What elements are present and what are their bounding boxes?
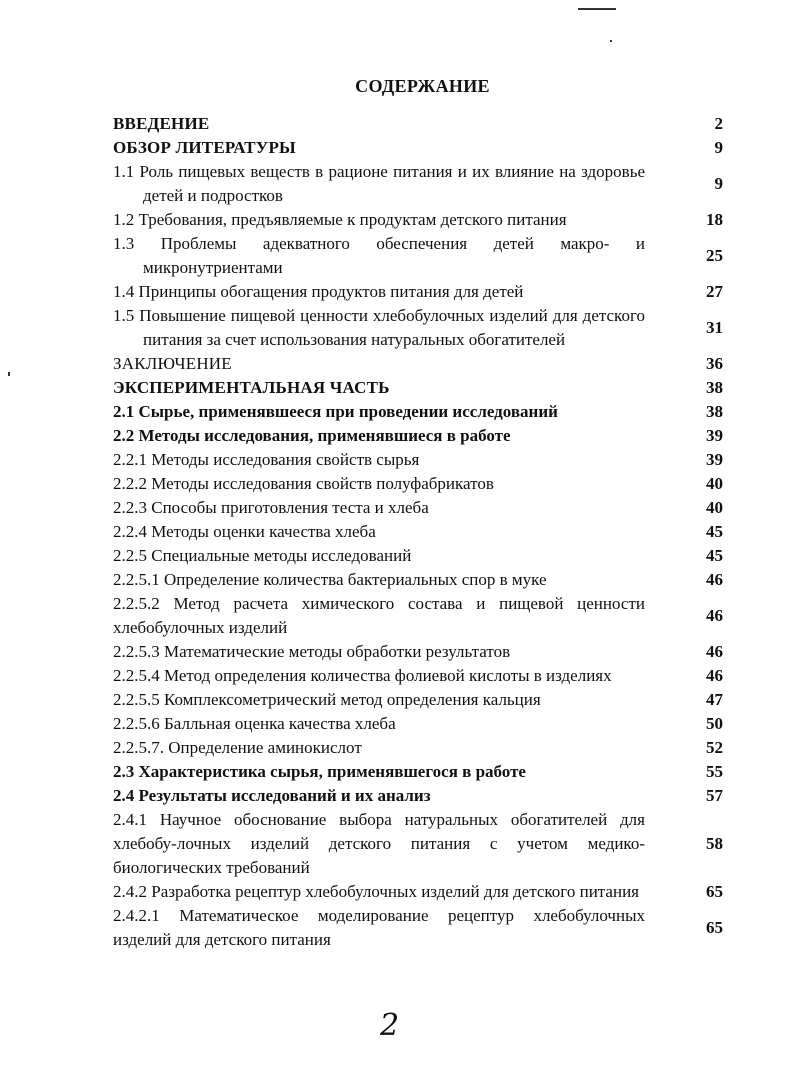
toc-entry <box>113 808 723 880</box>
toc-entry-page: 39 <box>706 426 723 445</box>
toc-entry-page: 2 <box>714 114 723 133</box>
toc-entry-title: 2.2.5.7. Определение аминокислот <box>113 738 362 757</box>
toc-entry-page: 38 <box>706 402 723 421</box>
toc-entry <box>113 544 723 568</box>
toc-entry-page: 50 <box>706 714 723 733</box>
toc-entry-page: 36 <box>706 354 723 373</box>
toc-entry-page: 46 <box>706 666 723 685</box>
toc-entry-title: 2.2.5.2 Метод расчета химического состава и пищевой ценности хлебобулочных изделий <box>113 594 645 637</box>
toc-entry-title: 1.5 Повышение пищевой ценности хлебобулочных изделий для детского питания за счет использования натуральных обогатителей <box>113 306 645 349</box>
toc-entry <box>113 880 723 904</box>
toc-entry-page: 55 <box>706 762 723 781</box>
toc-entry-title: 2.4.1 Научное обоснование выбора натуральных обогатителей для хлебобу-лочных изделий детского питания с учетом медико-биологических требований <box>113 810 645 877</box>
toc-entry-page: 58 <box>706 834 723 853</box>
toc-entry <box>113 760 723 784</box>
toc-entry <box>113 232 723 280</box>
toc-entry-title: 2.2.5.4 Метод определения количества фолиевой кислоты в изделиях <box>113 666 612 685</box>
handwritten-page-number: 2 <box>380 1008 400 1043</box>
toc-entry-page: 9 <box>714 174 723 193</box>
toc-entry-title: 2.4.2.1 Математическое моделирование рецептур хлебобулочных изделий для детского питания <box>113 906 645 949</box>
toc-entry-title: ЗАКЛЮЧЕНИЕ <box>113 354 232 373</box>
toc-entry <box>113 736 723 760</box>
toc-entry-title: ОБЗОР ЛИТЕРАТУРЫ <box>113 138 296 157</box>
toc-entry-title: 1.2 Требования, предъявляемые к продуктам детского питания <box>113 210 567 229</box>
toc-entry-page: 25 <box>706 246 723 265</box>
toc-entry <box>113 448 723 472</box>
toc-entry <box>113 688 723 712</box>
toc-entry-title: 2.2.1 Методы исследования свойств сырья <box>113 450 420 469</box>
toc-entry <box>113 160 723 208</box>
toc-entry <box>113 400 723 424</box>
toc-entry-page: 46 <box>706 606 723 625</box>
toc-entry-title: 2.2.5.1 Определение количества бактериальных спор в муке <box>113 570 547 589</box>
toc-entry-page: 47 <box>706 690 723 709</box>
toc-entry-page: 46 <box>706 642 723 661</box>
toc-entry <box>113 112 723 136</box>
toc-entry <box>113 592 723 640</box>
toc-entry-title: 2.2.3 Способы приготовления теста и хлеба <box>113 498 429 517</box>
toc-entry-page: 65 <box>706 882 723 901</box>
toc-entry <box>113 712 723 736</box>
scan-artifact <box>610 40 612 42</box>
toc-entry-title: 2.4.2 Разработка рецептур хлебобулочных изделий для детского питания <box>113 882 639 901</box>
toc-entry <box>113 376 723 400</box>
toc-entry-title: 2.2 Методы исследования, применявшиеся в работе <box>113 426 511 445</box>
toc-entry <box>113 568 723 592</box>
toc-entry-title: 1.1 Роль пищевых веществ в рационе питания и их влияние на здоровье детей и подростков <box>113 162 645 205</box>
toc-entry-title: 1.4 Принципы обогащения продуктов питания для детей <box>113 282 524 301</box>
toc-entry <box>113 520 723 544</box>
toc-entry-page: 40 <box>706 474 723 493</box>
toc-entry-page: 45 <box>706 522 723 541</box>
toc-entry <box>113 640 723 664</box>
toc-entry <box>113 304 723 352</box>
table-of-contents <box>113 112 723 952</box>
toc-entry <box>113 208 723 232</box>
toc-entry-page: 18 <box>706 210 723 229</box>
toc-entry-title: 2.2.5.3 Математические методы обработки результатов <box>113 642 511 661</box>
toc-entry <box>113 664 723 688</box>
toc-entry-page: 9 <box>714 138 723 157</box>
toc-entry <box>113 496 723 520</box>
toc-entry-page: 65 <box>706 918 723 937</box>
toc-entry-title: 2.2.4 Методы оценки качества хлеба <box>113 522 376 541</box>
toc-entry-page: 45 <box>706 546 723 565</box>
toc-entry-page: 31 <box>706 318 723 337</box>
toc-entry-title: 2.2.5.5 Комплексометрический метод определения кальция <box>113 690 541 709</box>
toc-entry-page: 27 <box>706 282 723 301</box>
toc-entry-title: ВВЕДЕНИЕ <box>113 114 210 133</box>
toc-entry-page: 38 <box>706 378 723 397</box>
toc-entry-page: 57 <box>706 786 723 805</box>
toc-entry-page: 39 <box>706 450 723 469</box>
toc-entry <box>113 280 723 304</box>
toc-entry-title: 2.2.5.6 Балльная оценка качества хлеба <box>113 714 396 733</box>
toc-entry-page: 52 <box>706 738 723 757</box>
toc-entry-title: 2.2.2 Методы исследования свойств полуфабрикатов <box>113 474 494 493</box>
toc-entry <box>113 784 723 808</box>
toc-entry <box>113 424 723 448</box>
toc-entry-title: 1.3 Проблемы адекватного обеспечения детей макро- и микронутриентами <box>113 234 645 277</box>
toc-entry-title: 2.3 Характеристика сырья, применявшегося в работе <box>113 762 526 781</box>
toc-entry-title: ЭКСПЕРИМЕНТАЛЬНАЯ ЧАСТЬ <box>113 378 390 397</box>
toc-entry-title: 2.4 Результаты исследований и их анализ <box>113 786 431 805</box>
toc-entry <box>113 472 723 496</box>
scan-artifact <box>578 8 616 10</box>
toc-entry-title: 2.1 Сырье, применявшееся при проведении исследований <box>113 402 558 421</box>
scan-artifact <box>8 372 10 376</box>
toc-entry-title: 2.2.5 Специальные методы исследований <box>113 546 412 565</box>
toc-entry <box>113 136 723 160</box>
toc-entry-page: 40 <box>706 498 723 517</box>
toc-entry <box>113 352 723 376</box>
page-title: СОДЕРЖАНИЕ <box>355 76 490 96</box>
toc-entry <box>113 904 723 952</box>
toc-entry-page: 46 <box>706 570 723 589</box>
